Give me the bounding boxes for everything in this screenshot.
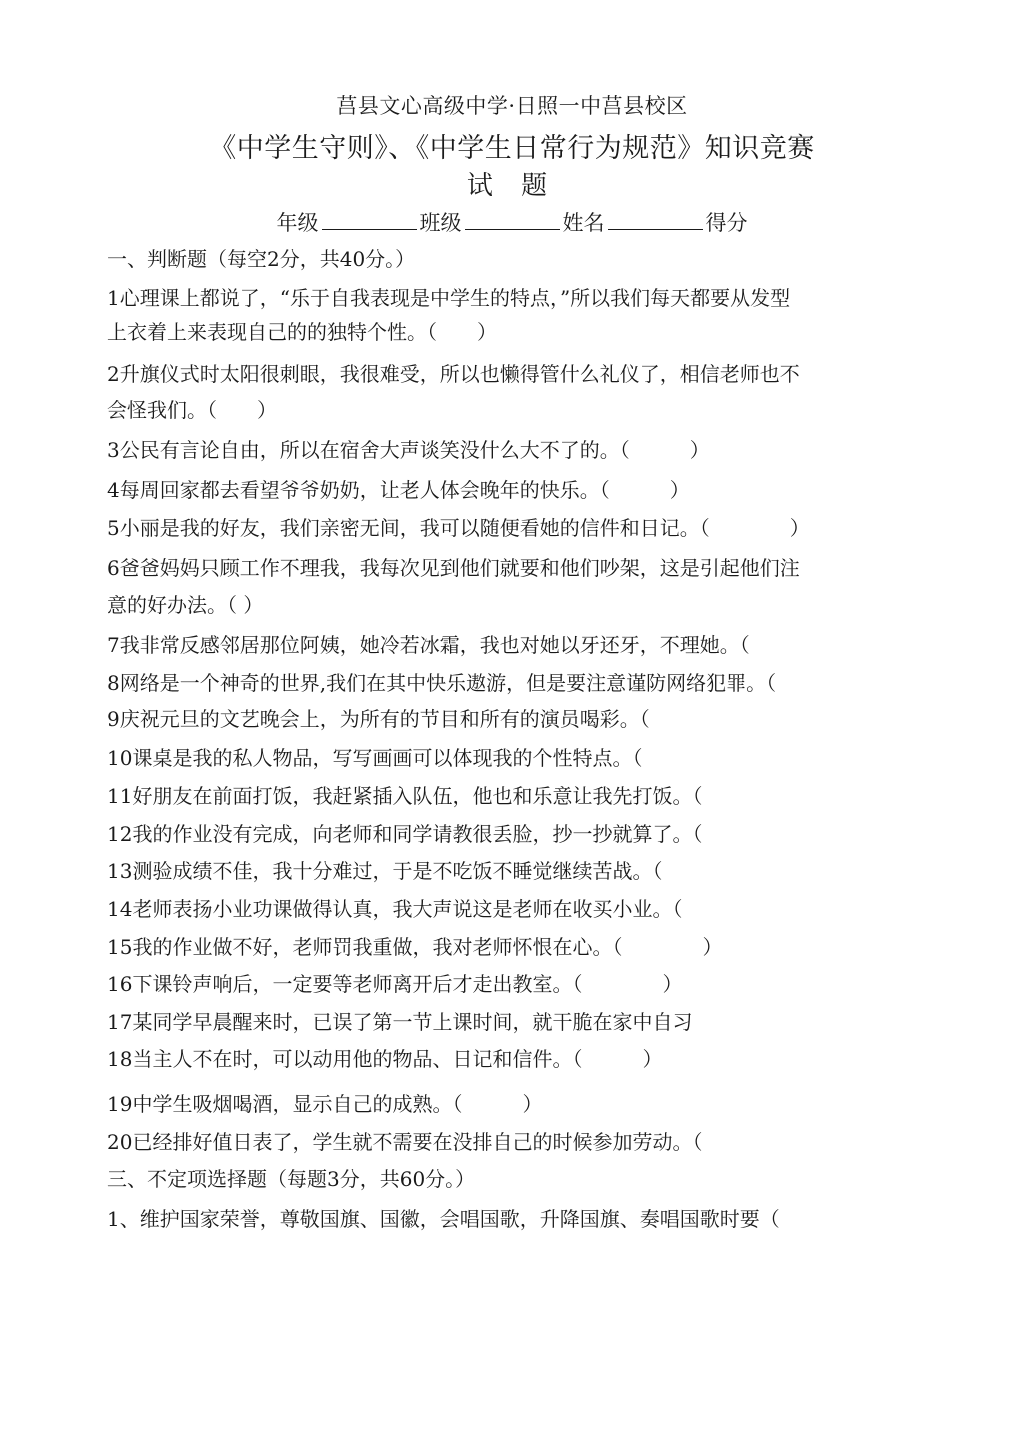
question-line: 4每周回家都去看望爷爷奶奶，让老人体会晚年的快乐。（ ） <box>107 478 690 502</box>
section3-heading: 三、不定项选择题（每题3分，共60分。） <box>107 1167 476 1191</box>
exam-title: 《中学生守则》、《中学生日常行为规范》知识竞赛 <box>209 133 815 164</box>
question-line: 13测验成绩不佳，我十分难过，于是不吃饭不睡觉继续苦战。（ <box>107 859 663 883</box>
question-line: 16下课铃声响后，一定要等老师离开后才走出教室。（ ） <box>107 972 683 996</box>
question-line: 2升旗仪式时太阳很刺眼，我很难受，所以也懒得管什么礼仪了，相信老师也不 <box>107 362 800 386</box>
question-line: 意的好办法。（ ） <box>107 593 264 617</box>
class-blank[interactable] <box>465 211 560 230</box>
question-line: 14老师表扬小业功课做得认真，我大声说这是老师在收买小业。（ <box>107 897 683 921</box>
exam-subtitle: 试 题 <box>466 171 558 201</box>
question-line: 19中学生吸烟喝酒，显示自己的成熟。（ ） <box>107 1092 543 1116</box>
question-line: 5小丽是我的好友，我们亲密无间，我可以随便看她的信件和日记。（ ） <box>107 516 810 540</box>
question-line: 17某同学早晨醒来时，已误了第一节上课时间，就干脆在家中自习 <box>107 1010 693 1034</box>
section1-heading: 一、判断题（每空2分，共40分。） <box>107 247 416 271</box>
question-line: 7我非常反感邻居那位阿姨，她冷若冰霜，我也对她以牙还牙，不理她。（ <box>107 633 750 657</box>
question-line: 15我的作业做不好，老师罚我重做，我对老师怀恨在心。（ ） <box>107 935 723 959</box>
question-line: 上衣着上来表现自己的的独特个性。（ ） <box>107 320 497 344</box>
question-line: 11好朋友在前面打饭，我赶紧插入队伍，他也和乐意让我先打饭。（ <box>107 784 703 808</box>
question-line: 3公民有言论自由，所以在宿舍大声谈笑没什么大不了的。（ ） <box>107 438 710 462</box>
class-label: 班级 <box>419 211 462 235</box>
question-line: 1心理课上都说了，“乐于自我表现是中学生的特点，”所以我们每天都要从发型 <box>107 286 791 310</box>
question-line: 20已经排好值日表了，学生就不需要在没排自己的时候参加劳动。（ <box>107 1130 703 1154</box>
question-line: 12我的作业没有完成，向老师和同学请教很丢脸，抄一抄就算了。（ <box>107 822 703 846</box>
question-line: 8网络是一个神奇的世界,我们在其中快乐遨游，但是要注意谨防网络犯罪。（ <box>107 671 777 695</box>
score-label: 得分 <box>705 211 748 235</box>
question-line: 18当主人不在时，可以动用他的物品、日记和信件。（ ） <box>107 1047 663 1071</box>
question-line: 1、维护国家荣誉，尊敬国旗、国徽，会唱国歌，升降国旗、奏唱国歌时要（ <box>107 1207 780 1231</box>
grade-blank[interactable] <box>322 211 417 230</box>
name-blank[interactable] <box>608 211 703 230</box>
school-name: 莒县文心高级中学·日照一中莒县校区 <box>336 94 688 118</box>
student-info-row <box>0 207 1024 237</box>
question-line: 6爸爸妈妈只顾工作不理我，我每次见到他们就要和他们吵架，这是引起他们注 <box>107 556 800 580</box>
grade-label: 年级 <box>276 211 319 235</box>
name-label: 姓名 <box>562 211 605 235</box>
question-line: 9庆祝元旦的文艺晚会上，为所有的节目和所有的演员喝彩。（ <box>107 707 650 731</box>
question-line: 会怪我们。（ ） <box>107 398 277 422</box>
question-line: 10课桌是我的私人物品，写写画画可以体现我的个性特点。（ <box>107 746 643 770</box>
